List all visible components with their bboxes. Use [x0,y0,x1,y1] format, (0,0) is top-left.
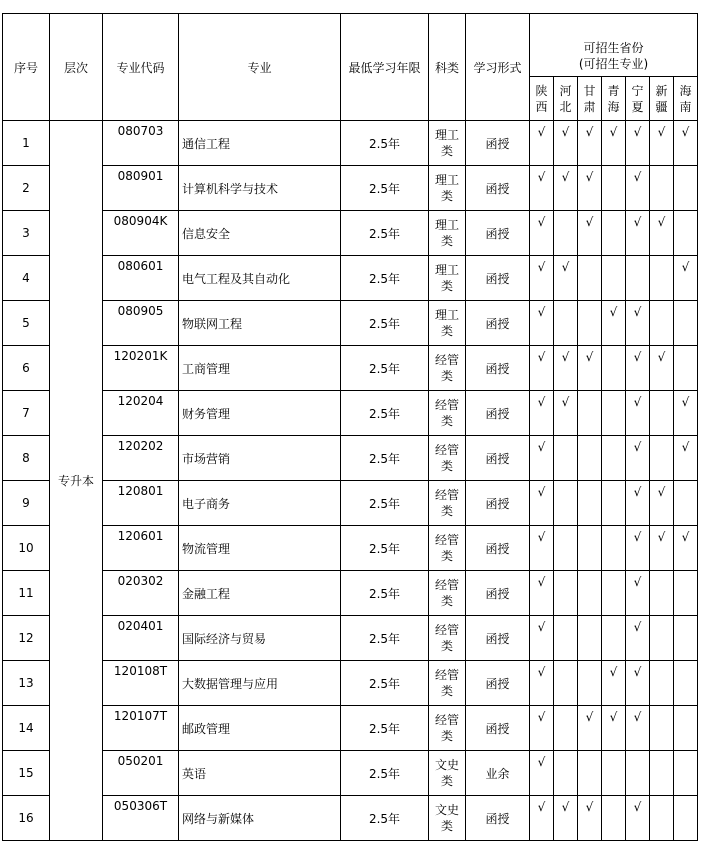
seq-cell: 12 [3,616,50,661]
check-mark-cell [602,571,626,616]
check-mark-cell: √ [626,436,650,481]
table-row [3,481,698,526]
code-cell: 120108T [103,661,179,706]
check-mark-cell: √ [626,346,650,391]
category-cell: 经管 类 [429,481,466,526]
major-cell: 通信工程 [179,121,341,166]
category-cell: 经管 类 [429,526,466,571]
check-mark-cell: √ [554,346,578,391]
years-cell: 2.5年 [341,301,429,346]
years-cell: 2.5年 [341,706,429,751]
table-row [3,346,698,391]
mode-cell: 函授 [466,211,530,256]
code-cell: 120204 [103,391,179,436]
check-mark-cell [650,391,674,436]
table-row [3,706,698,751]
check-mark-cell [554,706,578,751]
check-mark-cell [650,571,674,616]
check-mark-cell: √ [650,481,674,526]
check-mark-cell [578,301,602,346]
seq-cell: 15 [3,751,50,796]
category-cell: 经管 类 [429,391,466,436]
check-mark-cell: √ [578,211,602,256]
check-mark-cell: √ [530,616,554,661]
mode-cell: 函授 [466,616,530,661]
table-row [3,751,698,796]
table-row [3,436,698,481]
seq-cell: 7 [3,391,50,436]
check-mark-cell: √ [626,526,650,571]
category-cell: 理工 类 [429,211,466,256]
seq-cell: 10 [3,526,50,571]
seq-cell: 8 [3,436,50,481]
check-mark-cell [650,796,674,841]
code-cell: 120107T [103,706,179,751]
seq-cell: 1 [3,121,50,166]
category-cell: 经管 类 [429,661,466,706]
header-major: 专业 [179,14,341,121]
seq-cell: 6 [3,346,50,391]
major-cell: 英语 [179,751,341,796]
major-cell: 电气工程及其自动化 [179,256,341,301]
mode-cell: 业余 [466,751,530,796]
check-mark-cell: √ [554,256,578,301]
check-mark-cell [674,211,698,256]
major-cell: 物联网工程 [179,301,341,346]
check-mark-cell [650,301,674,346]
header-mode: 学习形式 [466,14,530,121]
check-mark-cell [578,391,602,436]
check-mark-cell: √ [674,391,698,436]
years-cell: 2.5年 [341,661,429,706]
check-mark-cell [578,616,602,661]
check-mark-cell: √ [530,211,554,256]
header-province: 甘 肃 [578,77,602,121]
major-cell: 网络与新媒体 [179,796,341,841]
major-cell: 物流管理 [179,526,341,571]
mode-cell: 函授 [466,796,530,841]
seq-cell: 14 [3,706,50,751]
check-mark-cell [578,526,602,571]
seq-cell: 5 [3,301,50,346]
seq-cell: 3 [3,211,50,256]
check-mark-cell: √ [530,301,554,346]
check-mark-cell: √ [530,751,554,796]
years-cell: 2.5年 [341,481,429,526]
mode-cell: 函授 [466,346,530,391]
header-category: 科类 [429,14,466,121]
check-mark-cell: √ [554,796,578,841]
check-mark-cell: √ [602,121,626,166]
check-mark-cell [602,526,626,571]
major-cell: 电子商务 [179,481,341,526]
header-province: 宁 夏 [626,77,650,121]
check-mark-cell [650,166,674,211]
mode-cell: 函授 [466,706,530,751]
table-row [3,616,698,661]
check-mark-cell [554,661,578,706]
check-mark-cell [554,751,578,796]
mode-cell: 函授 [466,301,530,346]
major-cell: 计算机科学与技术 [179,166,341,211]
mode-cell: 函授 [466,526,530,571]
code-cell: 080901 [103,166,179,211]
table-row [3,301,698,346]
category-cell: 经管 类 [429,571,466,616]
header-province: 河 北 [554,77,578,121]
table-row [3,211,698,256]
check-mark-cell [674,706,698,751]
check-mark-cell: √ [626,706,650,751]
category-cell: 理工 类 [429,256,466,301]
check-mark-cell [554,526,578,571]
major-cell: 信息安全 [179,211,341,256]
table-row [3,571,698,616]
check-mark-cell [650,751,674,796]
check-mark-cell: √ [674,121,698,166]
check-mark-cell [578,661,602,706]
check-mark-cell [554,571,578,616]
header-province: 青 海 [602,77,626,121]
code-cell: 020401 [103,616,179,661]
check-mark-cell: √ [602,301,626,346]
check-mark-cell [602,211,626,256]
check-mark-cell [602,256,626,301]
check-mark-cell [674,571,698,616]
check-mark-cell [602,616,626,661]
years-cell: 2.5年 [341,256,429,301]
major-cell: 邮政管理 [179,706,341,751]
check-mark-cell [602,481,626,526]
check-mark-cell: √ [626,571,650,616]
check-mark-cell: √ [530,526,554,571]
header-provinces: 可招生省份 (可招生专业) [530,14,698,77]
mode-cell: 函授 [466,256,530,301]
years-cell: 2.5年 [341,526,429,571]
check-mark-cell: √ [602,661,626,706]
header-min-years: 最低学习年限 [341,14,429,121]
mode-cell: 函授 [466,481,530,526]
check-mark-cell: √ [626,481,650,526]
check-mark-cell: √ [578,706,602,751]
years-cell: 2.5年 [341,571,429,616]
table-row [3,166,698,211]
check-mark-cell [602,796,626,841]
check-mark-cell [602,391,626,436]
code-cell: 050306T [103,796,179,841]
check-mark-cell: √ [674,436,698,481]
mode-cell: 函授 [466,436,530,481]
check-mark-cell: √ [530,796,554,841]
mode-cell: 函授 [466,661,530,706]
check-mark-cell: √ [530,121,554,166]
check-mark-cell: √ [554,166,578,211]
check-mark-cell [650,256,674,301]
table-row [3,526,698,571]
check-mark-cell: √ [626,616,650,661]
mode-cell: 函授 [466,571,530,616]
check-mark-cell [578,481,602,526]
check-mark-cell [602,436,626,481]
seq-cell: 11 [3,571,50,616]
check-mark-cell [578,436,602,481]
table-row [3,121,698,166]
check-mark-cell: √ [530,346,554,391]
check-mark-cell: √ [650,346,674,391]
table-row [3,661,698,706]
check-mark-cell [554,301,578,346]
code-cell: 080703 [103,121,179,166]
check-mark-cell [626,256,650,301]
check-mark-cell: √ [626,661,650,706]
check-mark-cell [602,751,626,796]
code-cell: 120601 [103,526,179,571]
category-cell: 文史 类 [429,796,466,841]
major-cell: 金融工程 [179,571,341,616]
table-row [3,256,698,301]
check-mark-cell: √ [626,166,650,211]
header-province: 新 疆 [650,77,674,121]
category-cell: 理工 类 [429,121,466,166]
category-cell: 理工 类 [429,166,466,211]
check-mark-cell [650,706,674,751]
check-mark-cell: √ [650,211,674,256]
code-cell: 080904K [103,211,179,256]
check-mark-cell: √ [626,391,650,436]
check-mark-cell: √ [626,121,650,166]
header-seq: 序号 [3,14,50,121]
mode-cell: 函授 [466,121,530,166]
years-cell: 2.5年 [341,796,429,841]
check-mark-cell [650,661,674,706]
header-province: 海 南 [674,77,698,121]
check-mark-cell [602,166,626,211]
check-mark-cell: √ [554,121,578,166]
check-mark-cell [650,616,674,661]
category-cell: 经管 类 [429,346,466,391]
check-mark-cell [674,166,698,211]
category-cell: 文史 类 [429,751,466,796]
check-mark-cell: √ [626,796,650,841]
seq-cell: 16 [3,796,50,841]
seq-cell: 2 [3,166,50,211]
years-cell: 2.5年 [341,346,429,391]
years-cell: 2.5年 [341,121,429,166]
years-cell: 2.5年 [341,436,429,481]
header-level: 层次 [50,14,103,121]
check-mark-cell: √ [650,121,674,166]
code-cell: 080905 [103,301,179,346]
check-mark-cell: √ [530,661,554,706]
check-mark-cell: √ [530,571,554,616]
years-cell: 2.5年 [341,166,429,211]
check-mark-cell: √ [602,706,626,751]
check-mark-cell [554,616,578,661]
check-mark-cell [674,616,698,661]
code-cell: 120202 [103,436,179,481]
check-mark-cell: √ [578,796,602,841]
check-mark-cell: √ [626,211,650,256]
table-row [3,391,698,436]
check-mark-cell [578,751,602,796]
check-mark-cell [650,436,674,481]
category-cell: 经管 类 [429,706,466,751]
code-cell: 120201K [103,346,179,391]
check-mark-cell: √ [674,256,698,301]
check-mark-cell: √ [530,706,554,751]
header-code: 专业代码 [103,14,179,121]
major-cell: 财务管理 [179,391,341,436]
check-mark-cell: √ [554,391,578,436]
code-cell: 120801 [103,481,179,526]
mode-cell: 函授 [466,166,530,211]
major-cell: 工商管理 [179,346,341,391]
check-mark-cell [674,346,698,391]
category-cell: 理工 类 [429,301,466,346]
check-mark-cell: √ [530,436,554,481]
major-cell: 市场营销 [179,436,341,481]
check-mark-cell [602,346,626,391]
check-mark-cell: √ [626,301,650,346]
enrollment-table [2,13,698,841]
check-mark-cell: √ [650,526,674,571]
code-cell: 050201 [103,751,179,796]
check-mark-cell: √ [578,346,602,391]
check-mark-cell [674,661,698,706]
table-row [3,796,698,841]
major-cell: 国际经济与贸易 [179,616,341,661]
category-cell: 经管 类 [429,436,466,481]
check-mark-cell [674,751,698,796]
seq-cell: 13 [3,661,50,706]
check-mark-cell [554,481,578,526]
code-cell: 020302 [103,571,179,616]
level-cell: 专升本 [50,121,103,841]
major-cell: 大数据管理与应用 [179,661,341,706]
check-mark-cell [578,256,602,301]
seq-cell: 4 [3,256,50,301]
check-mark-cell [674,481,698,526]
mode-cell: 函授 [466,391,530,436]
check-mark-cell: √ [530,256,554,301]
check-mark-cell [554,211,578,256]
check-mark-cell [578,571,602,616]
years-cell: 2.5年 [341,211,429,256]
years-cell: 2.5年 [341,391,429,436]
check-mark-cell [626,751,650,796]
seq-cell: 9 [3,481,50,526]
header-province: 陕 西 [530,77,554,121]
check-mark-cell: √ [530,481,554,526]
code-cell: 080601 [103,256,179,301]
years-cell: 2.5年 [341,616,429,661]
check-mark-cell [554,436,578,481]
years-cell: 2.5年 [341,751,429,796]
check-mark-cell [674,301,698,346]
check-mark-cell: √ [530,391,554,436]
check-mark-cell: √ [530,166,554,211]
check-mark-cell: √ [578,166,602,211]
check-mark-cell: √ [674,526,698,571]
category-cell: 经管 类 [429,616,466,661]
check-mark-cell: √ [578,121,602,166]
check-mark-cell [674,796,698,841]
